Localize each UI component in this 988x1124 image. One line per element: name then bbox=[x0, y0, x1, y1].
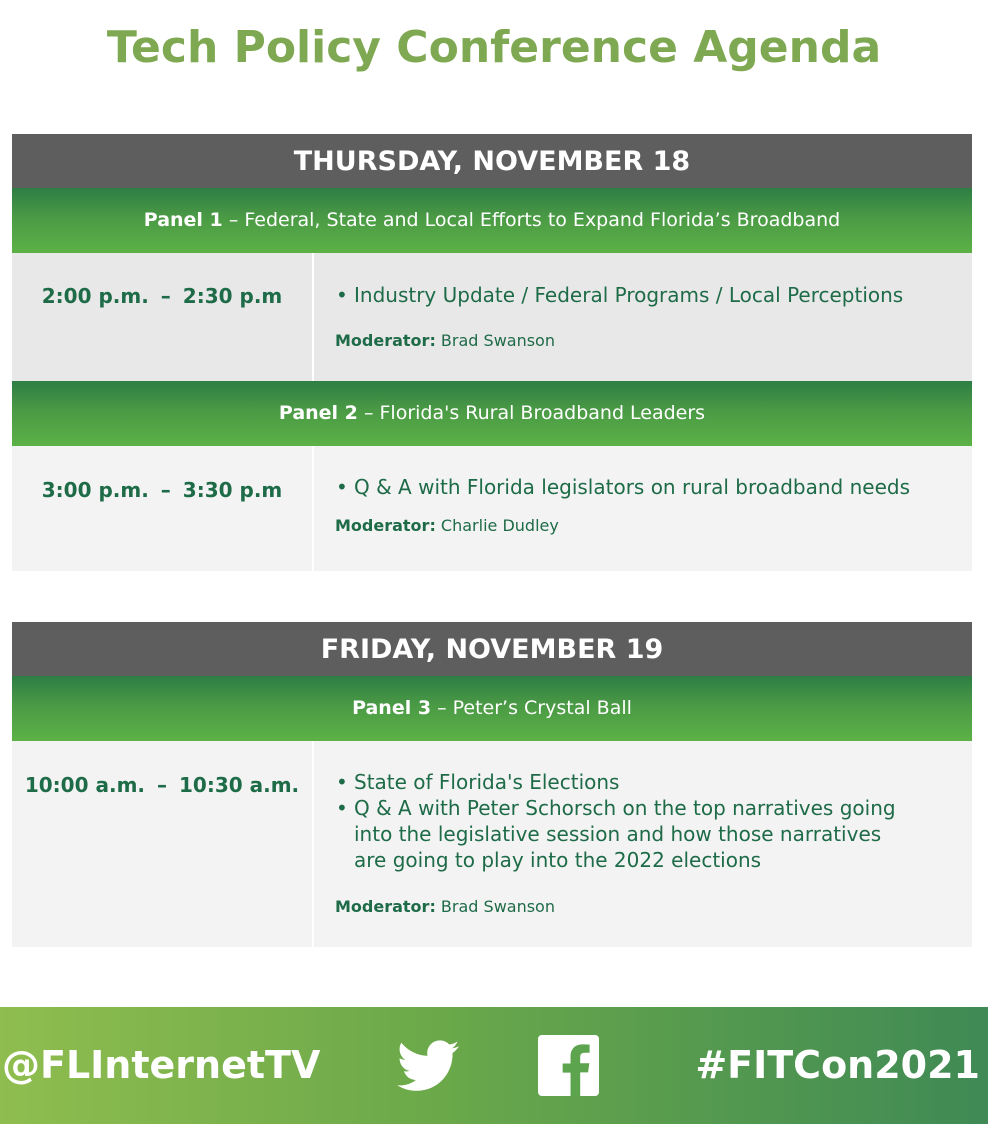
panel-number: Panel 2 bbox=[278, 402, 358, 424]
moderator-name: Brad Swanson bbox=[435, 897, 555, 916]
panel-topic: – Federal, State and Local Efforts to Expand Florida’s Broadband bbox=[222, 209, 841, 231]
session-row bbox=[12, 741, 972, 947]
time-start: 3:00 p.m. bbox=[41, 478, 149, 502]
panel-number: Panel 1 bbox=[143, 209, 223, 231]
panel-number: Panel 3 bbox=[352, 697, 432, 719]
bullet-list bbox=[335, 282, 972, 308]
moderator-label: Moderator: bbox=[335, 897, 436, 916]
time-separator: – bbox=[160, 478, 171, 502]
session-row bbox=[12, 253, 972, 381]
twitter-icon[interactable] bbox=[397, 1040, 459, 1092]
time-separator: – bbox=[160, 284, 171, 308]
moderator bbox=[335, 516, 972, 535]
time-end: 3:30 p.m bbox=[182, 478, 283, 502]
moderator-label: Moderator: bbox=[335, 331, 436, 350]
panel-topic: – Florida's Rural Broadband Leaders bbox=[357, 402, 706, 424]
panel-header bbox=[12, 676, 972, 741]
session-time bbox=[12, 446, 314, 571]
bullet-item: • Q & A with Florida legislators on rural broadband needs bbox=[335, 474, 972, 500]
moderator bbox=[335, 331, 972, 350]
time-start: 10:00 a.m. bbox=[24, 773, 145, 797]
day-section-thursday bbox=[12, 134, 972, 571]
time-end: 2:30 p.m bbox=[182, 284, 283, 308]
time-separator: – bbox=[157, 773, 167, 797]
panel-header bbox=[12, 381, 972, 446]
panel-topic: – Peter’s Crystal Ball bbox=[431, 697, 632, 719]
bullet-list bbox=[335, 769, 902, 873]
bullet-item: • Industry Update / Federal Programs / Local Perceptions bbox=[335, 282, 972, 308]
session-row bbox=[12, 446, 972, 571]
day-header: FRIDAY, NOVEMBER 19 bbox=[12, 622, 972, 676]
bullet-list bbox=[335, 474, 972, 500]
session-time bbox=[12, 741, 314, 947]
day-section-friday bbox=[12, 622, 972, 947]
footer-banner bbox=[0, 1007, 988, 1124]
moderator-name: Brad Swanson bbox=[435, 331, 555, 350]
bullet-item: • State of Florida's Elections bbox=[335, 769, 902, 795]
event-hashtag: #FITCon2021 bbox=[695, 1043, 980, 1087]
session-details bbox=[314, 253, 972, 381]
page-title: Tech Policy Conference Agenda bbox=[106, 22, 882, 73]
session-details bbox=[314, 741, 972, 947]
moderator-name: Charlie Dudley bbox=[435, 516, 559, 535]
time-end: 10:30 a.m. bbox=[179, 773, 300, 797]
panel-header bbox=[12, 188, 972, 253]
facebook-icon[interactable] bbox=[538, 1035, 599, 1096]
time-start: 2:00 p.m. bbox=[41, 284, 149, 308]
day-header: THURSDAY, NOVEMBER 18 bbox=[12, 134, 972, 188]
twitter-handle[interactable]: @FLInternetTV bbox=[2, 1043, 321, 1087]
moderator bbox=[335, 897, 902, 916]
session-details bbox=[314, 446, 972, 571]
moderator-label: Moderator: bbox=[335, 516, 436, 535]
bullet-item: • Q & A with Peter Schorsch on the top narratives going into the legislative session and how those narratives are going to play into the 2022 elections bbox=[335, 795, 902, 873]
session-time bbox=[12, 253, 314, 381]
